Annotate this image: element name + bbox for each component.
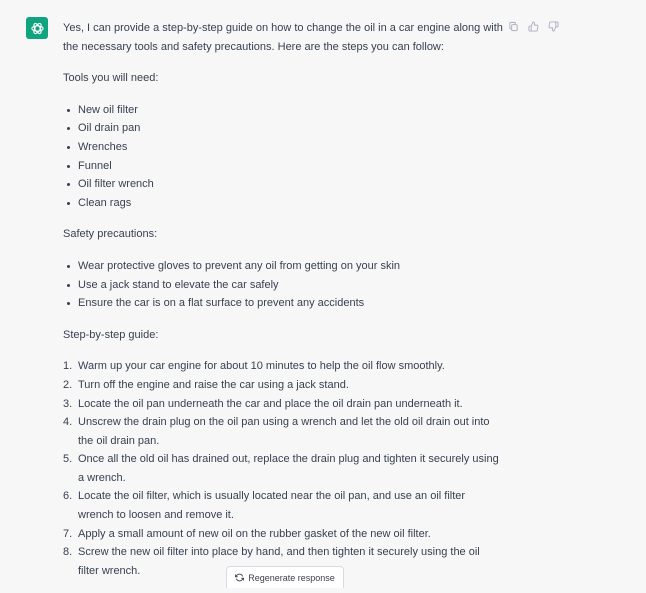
list-item xyxy=(63,395,503,414)
step-text: Apply a small amount of new oil on the rubber gasket of the new oil filter. xyxy=(78,527,431,540)
step-number: 4. xyxy=(63,416,73,429)
steps-list xyxy=(63,357,503,580)
step-number: 5. xyxy=(63,453,73,466)
tools-list xyxy=(63,101,503,213)
list-item: Oil drain pan xyxy=(63,119,503,138)
step-text: Unscrew the drain plug on the oil pan using a wrench and let the old oil drain out into the oil drain pan. xyxy=(78,416,490,447)
list-item: Clean rags xyxy=(63,194,503,213)
steps-heading: Step-by-step guide: xyxy=(63,328,159,341)
list-item xyxy=(63,376,503,395)
tools-heading: Tools you will need: xyxy=(63,72,159,85)
step-number: 1. xyxy=(63,360,73,373)
step-number: 7. xyxy=(63,527,73,540)
step-text: Once all the old oil has drained out, replace the drain plug and tighten it securely using a wrench. xyxy=(78,453,499,484)
regenerate-label: Regenerate response xyxy=(248,572,335,583)
regenerate-response-button[interactable] xyxy=(226,566,344,588)
list-item: Ensure the car is on a flat surface to prevent any accidents xyxy=(63,294,503,313)
thumbs-down-icon[interactable] xyxy=(546,19,560,33)
step-number: 8. xyxy=(63,546,73,559)
copy-icon[interactable] xyxy=(506,19,520,33)
step-text: Warm up your car engine for about 10 minutes to help the oil flow smoothly. xyxy=(78,360,445,373)
intro-text: Yes, I can provide a step-by-step guide on how to change the oil in a car engine along with the necessary tools and safety precautions. Here are the steps you can follow: xyxy=(63,22,503,53)
thumbs-up-icon[interactable] xyxy=(526,19,540,33)
step-number: 6. xyxy=(63,490,73,503)
list-item: Wear protective gloves to prevent any oil from getting on your skin xyxy=(63,257,503,276)
list-item xyxy=(63,525,503,544)
step-text: Turn off the engine and raise the car using a jack stand. xyxy=(78,378,349,391)
step-number: 3. xyxy=(63,397,73,410)
list-item: New oil filter xyxy=(63,101,503,120)
list-item: Wrenches xyxy=(63,138,503,157)
step-text: Locate the oil pan underneath the car and place the oil drain pan underneath it. xyxy=(78,397,463,410)
refresh-icon xyxy=(235,573,244,582)
safety-heading: Safety precautions: xyxy=(63,228,158,241)
list-item: Funnel xyxy=(63,157,503,176)
message-actions xyxy=(506,19,560,33)
step-text: Screw the new oil filter into place by hand, and then tighten it securely using the oil filter wrench. xyxy=(78,546,480,577)
list-item xyxy=(63,413,503,450)
safety-list xyxy=(63,257,503,313)
step-text: Locate the oil filter, which is usually located near the oil pan, and use an oil filter wrench to loosen and remove it. xyxy=(78,490,466,522)
message-content xyxy=(63,19,503,593)
list-item: Oil filter wrench xyxy=(63,175,503,194)
step-number: 2. xyxy=(63,378,73,391)
list-item: Use a jack stand to elevate the car safely xyxy=(63,276,503,295)
list-item xyxy=(63,357,503,376)
list-item xyxy=(63,450,503,487)
list-item xyxy=(63,487,503,524)
assistant-avatar xyxy=(26,17,48,39)
openai-logo-icon xyxy=(30,21,45,36)
